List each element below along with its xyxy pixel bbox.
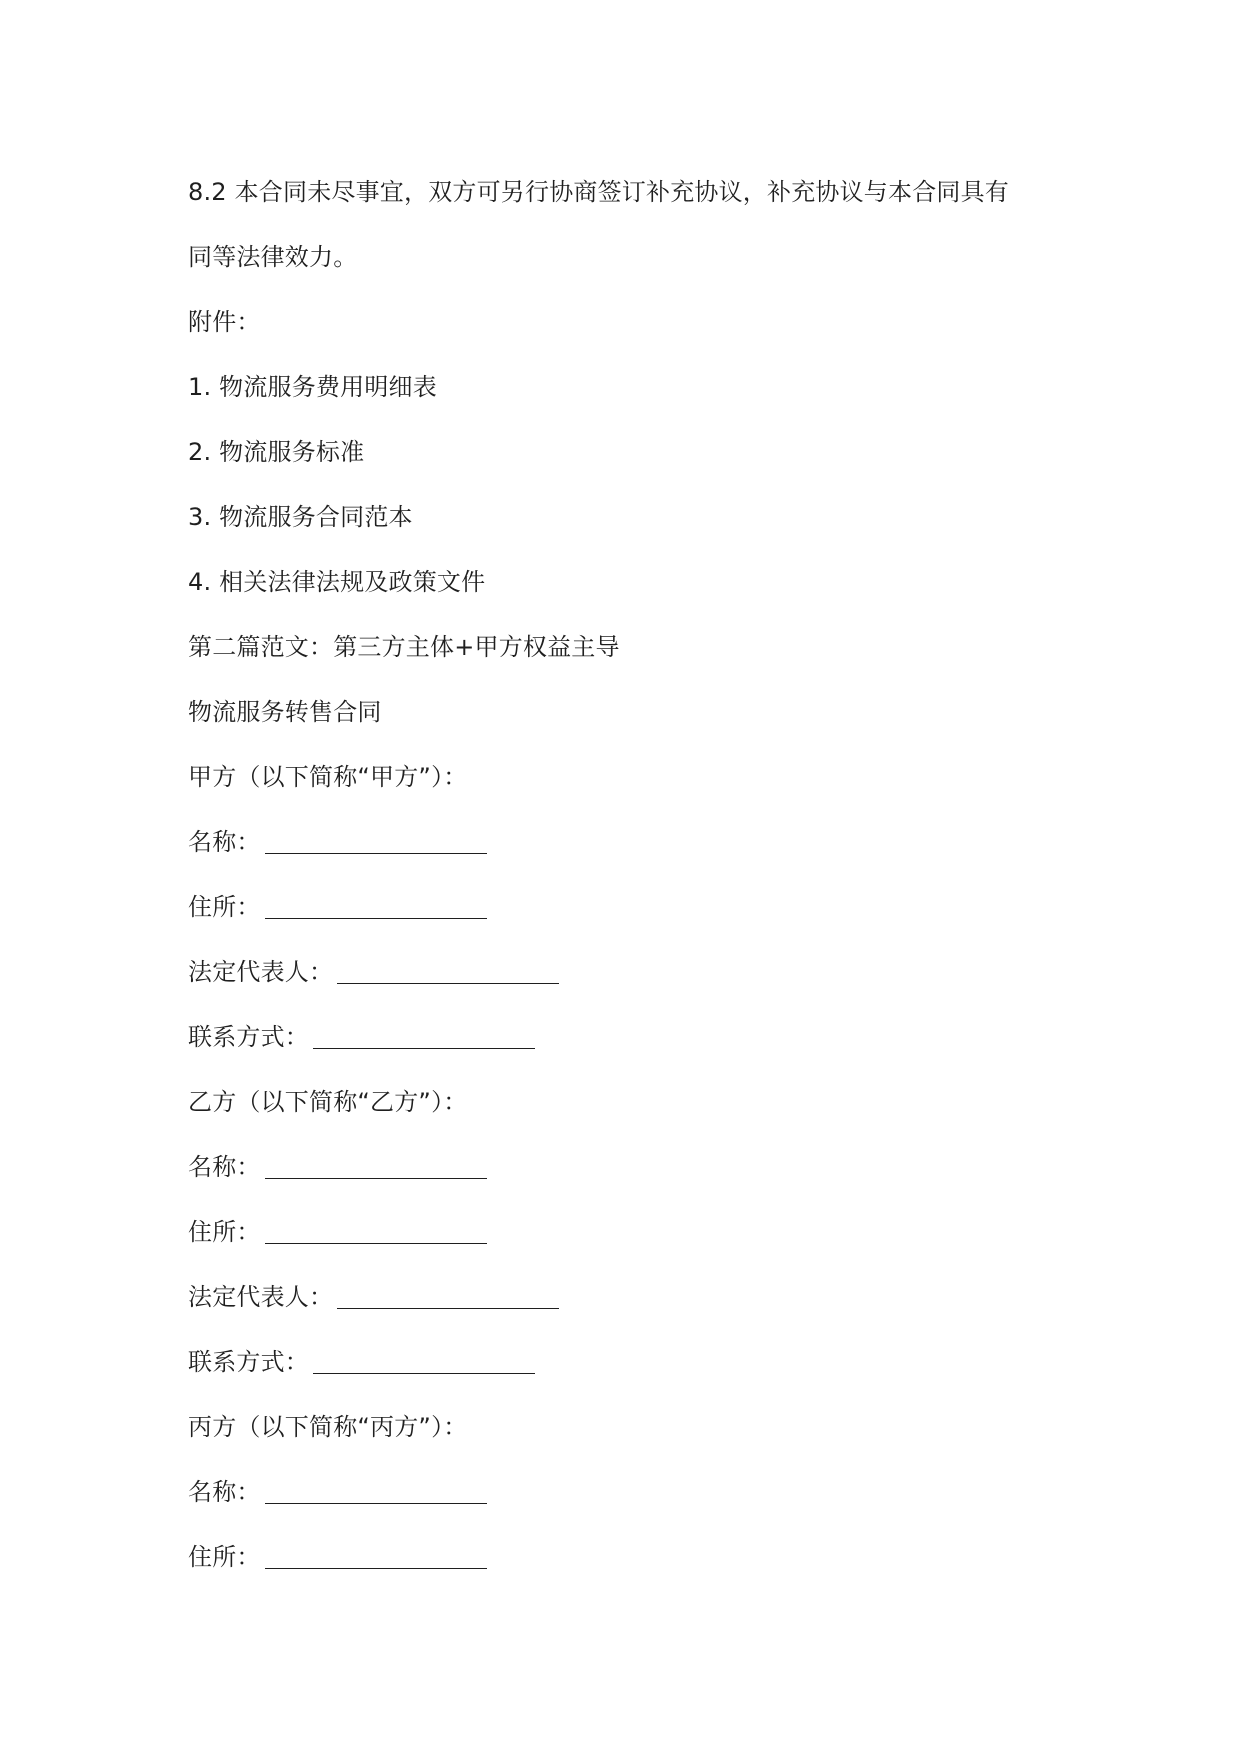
attachment-item-2: 2. 物流服务标准 (188, 438, 365, 466)
party-b-heading: 乙方（以下简称“乙方”）： (188, 1088, 468, 1116)
party-b-contact-blank (313, 1351, 535, 1374)
attachments-heading: 附件： (188, 308, 261, 336)
party-b-address-row (188, 1200, 1068, 1265)
party-c-address-label: 住所： (188, 1543, 261, 1571)
second-template-heading: 第二篇范文：第三方主体+甲方权益主导 (188, 633, 620, 661)
party-b-rep-blank (337, 1286, 559, 1309)
party-c-address-row (188, 1525, 1068, 1590)
party-a-address-blank (265, 896, 487, 919)
document-page (188, 160, 1068, 1590)
party-a-contact-row (188, 1005, 1068, 1070)
party-b-contact-row (188, 1330, 1068, 1395)
party-b-name-blank (265, 1156, 487, 1179)
party-a-address-label: 住所： (188, 893, 261, 921)
party-b-contact-label: 联系方式： (188, 1348, 309, 1376)
attachment-item-4: 4. 相关法律法规及政策文件 (188, 568, 486, 596)
party-b-address-blank (265, 1221, 487, 1244)
party-a-address-row (188, 875, 1068, 940)
party-c-heading: 丙方（以下简称“丙方”）： (188, 1413, 468, 1441)
party-a-contact-label: 联系方式： (188, 1023, 309, 1051)
party-c-name-label: 名称： (188, 1478, 261, 1506)
party-a-name-label: 名称： (188, 828, 261, 856)
attachment-item-1: 1. 物流服务费用明细表 (188, 373, 437, 401)
clause-8-2-line1: 8.2 本合同未尽事宜，双方可另行协商签订补充协议，补充协议与本合同具有 (188, 178, 1009, 206)
party-a-name-row (188, 810, 1068, 875)
party-b-name-label: 名称： (188, 1153, 261, 1181)
attachment-item-3: 3. 物流服务合同范本 (188, 503, 413, 531)
party-b-address-label: 住所： (188, 1218, 261, 1246)
party-c-name-blank (265, 1481, 487, 1504)
clause-8-2-line2: 同等法律效力。 (188, 243, 358, 271)
party-c-address-blank (265, 1546, 487, 1569)
party-a-name-blank (265, 831, 487, 854)
party-b-name-row (188, 1135, 1068, 1200)
party-c-name-row (188, 1460, 1068, 1525)
party-a-heading: 甲方（以下简称“甲方”）： (188, 763, 468, 791)
party-b-rep-label: 法定代表人： (188, 1283, 334, 1311)
party-b-rep-row (188, 1265, 1068, 1330)
party-a-rep-blank (337, 961, 559, 984)
contract-title: 物流服务转售合同 (188, 698, 382, 726)
party-a-rep-label: 法定代表人： (188, 958, 334, 986)
party-a-rep-row (188, 940, 1068, 1005)
party-a-contact-blank (313, 1026, 535, 1049)
